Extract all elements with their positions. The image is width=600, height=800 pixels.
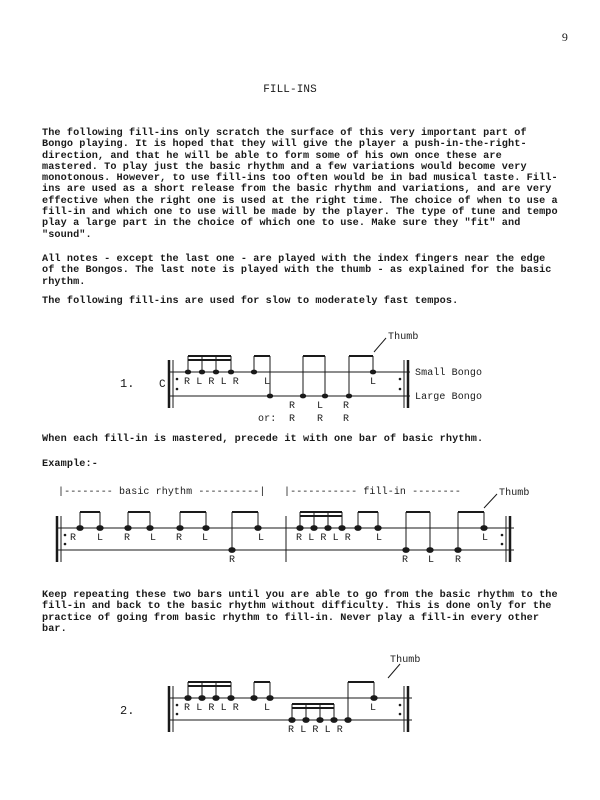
sticking-bottom: R L R L R <box>288 725 343 736</box>
repeat-dot <box>176 713 179 716</box>
repeat-dot <box>501 543 504 546</box>
sticking-basic: R <box>176 533 183 544</box>
thumb-label: Thumb <box>388 332 419 343</box>
fill-in-2-notation <box>0 648 600 748</box>
example-number-1: 1. <box>120 377 135 391</box>
large-bongo-label: Large Bongo <box>415 392 483 403</box>
thumb-label: Thumb <box>499 488 530 499</box>
all-notes-paragraph: All notes - except the last one - are played with the index fingers near the edge of the Bongos. The last note is played with the thumb - as explained for the basic rhythm. <box>42 254 552 288</box>
mastered-paragraph: When each fill-in is mastered, precede it with one bar of basic rhythm. <box>42 434 484 445</box>
repeat-dot <box>176 388 179 391</box>
sticking-fill-bottom: L <box>428 555 435 566</box>
repeat-dot <box>399 388 402 391</box>
repeat-dot <box>176 378 179 381</box>
sticking-bottom: R <box>343 401 350 412</box>
sticking-basic: R <box>124 533 131 544</box>
example-number-2: 2. <box>120 704 135 718</box>
thumb-label: Thumb <box>390 655 421 666</box>
fill-in-label: |----------- fill-in -------- <box>284 487 461 498</box>
time-signature: C <box>159 379 166 391</box>
eighth-note-pair <box>300 356 328 398</box>
sticking-fill-2: L <box>376 533 383 544</box>
thumb-pointer <box>388 664 400 678</box>
sticking-bottom: R <box>289 401 296 412</box>
sticking-basic: L <box>150 533 157 544</box>
sticking-basic: L <box>202 533 209 544</box>
sticking-alternate: R <box>317 414 324 425</box>
thumb-pointer <box>484 494 497 508</box>
tempo-paragraph: The following fill-ins are used for slow to moderately fast tempos. <box>42 296 459 307</box>
repeat-dot <box>399 713 402 716</box>
page-number: 9 <box>561 30 568 44</box>
sticking-basic: L <box>258 533 265 544</box>
sticking-basic: R <box>70 533 77 544</box>
repeat-dot <box>399 704 402 707</box>
page-title: FILL-INS <box>263 84 317 96</box>
sticking-alternate: R <box>343 414 350 425</box>
sticking-basic-bottom: R <box>229 555 236 566</box>
repeat-dot <box>399 378 402 381</box>
basic-plus-fill-notation <box>0 478 600 578</box>
fill-in-1-notation <box>0 320 600 430</box>
sticking-basic: L <box>97 533 104 544</box>
sticking-top: R L R L R <box>184 703 239 714</box>
sticking-fill-bottom: R <box>455 555 462 566</box>
thumb-pointer <box>374 338 386 352</box>
repeat-dot <box>64 543 67 546</box>
basic-rhythm-notes <box>77 512 261 552</box>
alternate-label: or: <box>258 414 277 425</box>
repeat-dot <box>501 534 504 537</box>
sticking-top-2: L <box>264 703 271 714</box>
keep-repeating-paragraph: Keep repeating these two bars until you are able to go from the basic rhythm to the fill-in and back to the basic rhythm without difficulty. This is done only for the practice of going from basic rhythm to fill-in. Never play a fill-in every other bar. <box>42 590 558 635</box>
small-bongo-label: Small Bongo <box>415 368 483 379</box>
sticking-top-2: L <box>264 377 271 388</box>
sticking-top-3: L <box>370 703 377 714</box>
basic-rhythm-label: |-------- basic rhythm ----------| <box>58 487 266 498</box>
sticking-fill-bottom: R <box>402 555 409 566</box>
intro-paragraph: The following fill-ins only scratch the surface of this very important part of Bongo playing. It is hoped that they will give the player a push-in-the-right-direction, and that he will be able to form some of his own once these are mastered. To play just the basic rhythm and a few variations would become very monotonous. However, to use fill-ins too often would be in bad musical taste. Fill-ins are used as a short release from the basic rhythm and variations, and are very effective when the right one is used at the right time. The choice of when to use a fill-in and which one to use will be made by the player. The type of tune and tempo play a large part in the choice of which one to use. Make sure they "fit" and "sound". <box>42 128 558 241</box>
sticking-top: R L R L R <box>184 377 239 388</box>
repeat-dot <box>176 704 179 707</box>
sticking-bottom: L <box>317 401 324 412</box>
sticking-top-3: L <box>370 377 377 388</box>
example-label: Example:- <box>42 459 98 470</box>
sticking-fill-3: L <box>482 533 489 544</box>
sticking-alternate: R <box>289 414 296 425</box>
sticking-fill: R L R L R <box>296 533 351 544</box>
repeat-dot <box>64 534 67 537</box>
